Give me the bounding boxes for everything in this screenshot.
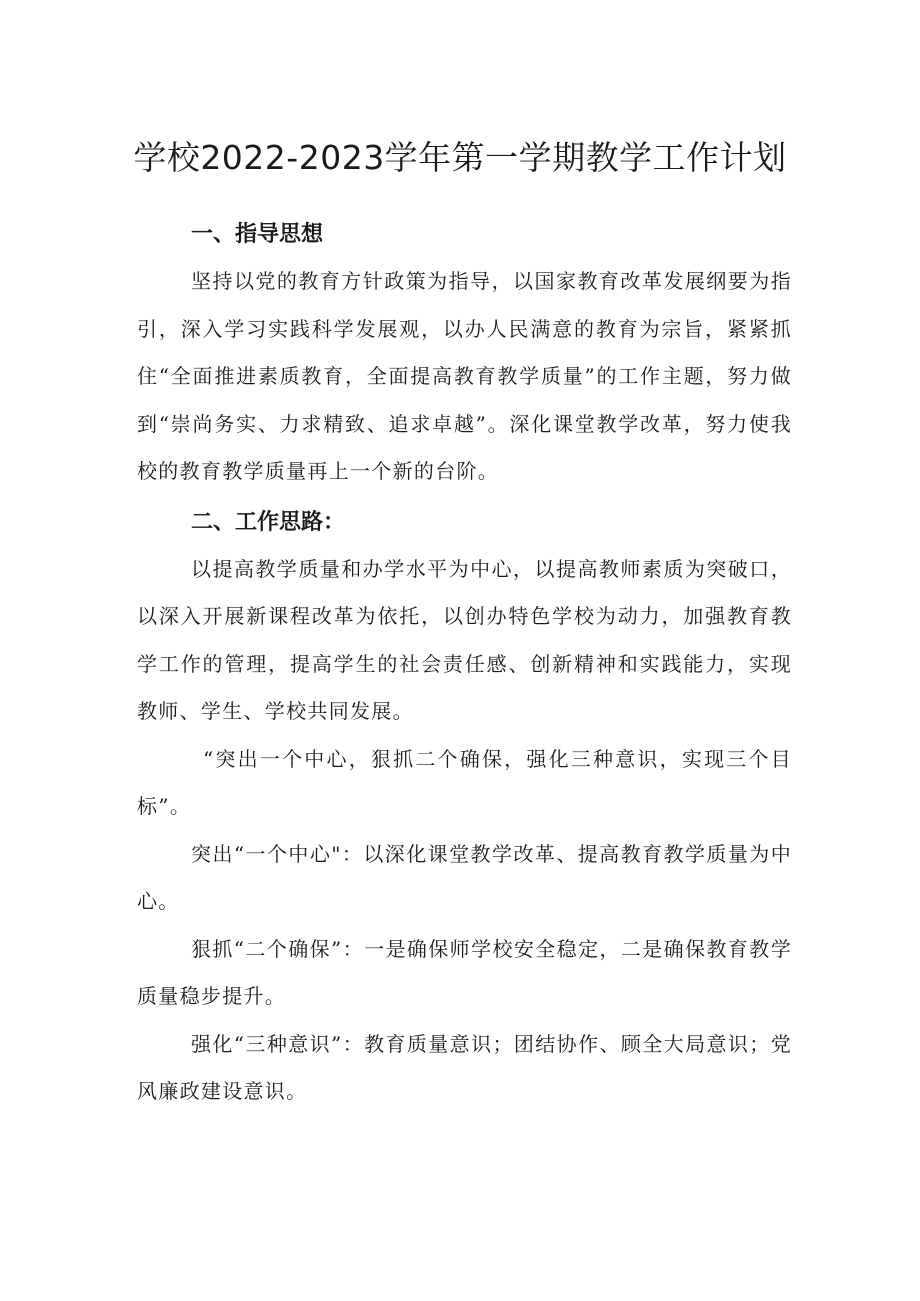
section-heading-guiding-ideology: 一、指导思想: [191, 222, 324, 247]
document-title: 学校2022-2023学年第一学期教学工作计划: [133, 138, 787, 177]
paragraph-two-guarantees: 狠抓“二个确保”：一是确保师学校安全稳定，二是确保教育教学质量稳步提升。: [137, 936, 792, 1008]
paragraph-guiding-ideology: 坚持以党的教育方针政策为指导，以国家教育改革发展纲要为指引，深入学习实践科学发展观，以办人民满意的教育为宗旨，紧紧抓住“全面推进素质教育，全面提高教育教学质量”的工作主题，努力做到“崇尚务实、力求精致、追求卓越”。深化课堂教学改革，努力使我校的教育教学质量再上一个新的台阶。: [137, 269, 792, 483]
section-heading-work-approach: 二、工作思路：: [191, 509, 346, 535]
paragraph-three-awareness: 强化“三种意识”：教育质量意识；团结协作、顾全大局意识；党风廉政建设意识。: [137, 1031, 792, 1103]
document-body: [137, 212, 792, 1116]
paragraph-work-approach: 以提高教学质量和办学水平为中心，以提高教师素质为突破口，以深入开展新课程改革为依托，以创办特色学校为动力，加强教育教学工作的管理，提高学生的社会责任感、创新精神和实践能力，实现教师、学生、学校共同发展。: [137, 556, 792, 723]
paragraph-slogan: “突出一个中心，狠抓二个确保，强化三种意识，实现三个目标”。: [137, 746, 792, 818]
paragraph-one-center: 突出“一个中心"：以深化课堂教学改革、提高教育教学质量为中心。: [137, 841, 792, 913]
